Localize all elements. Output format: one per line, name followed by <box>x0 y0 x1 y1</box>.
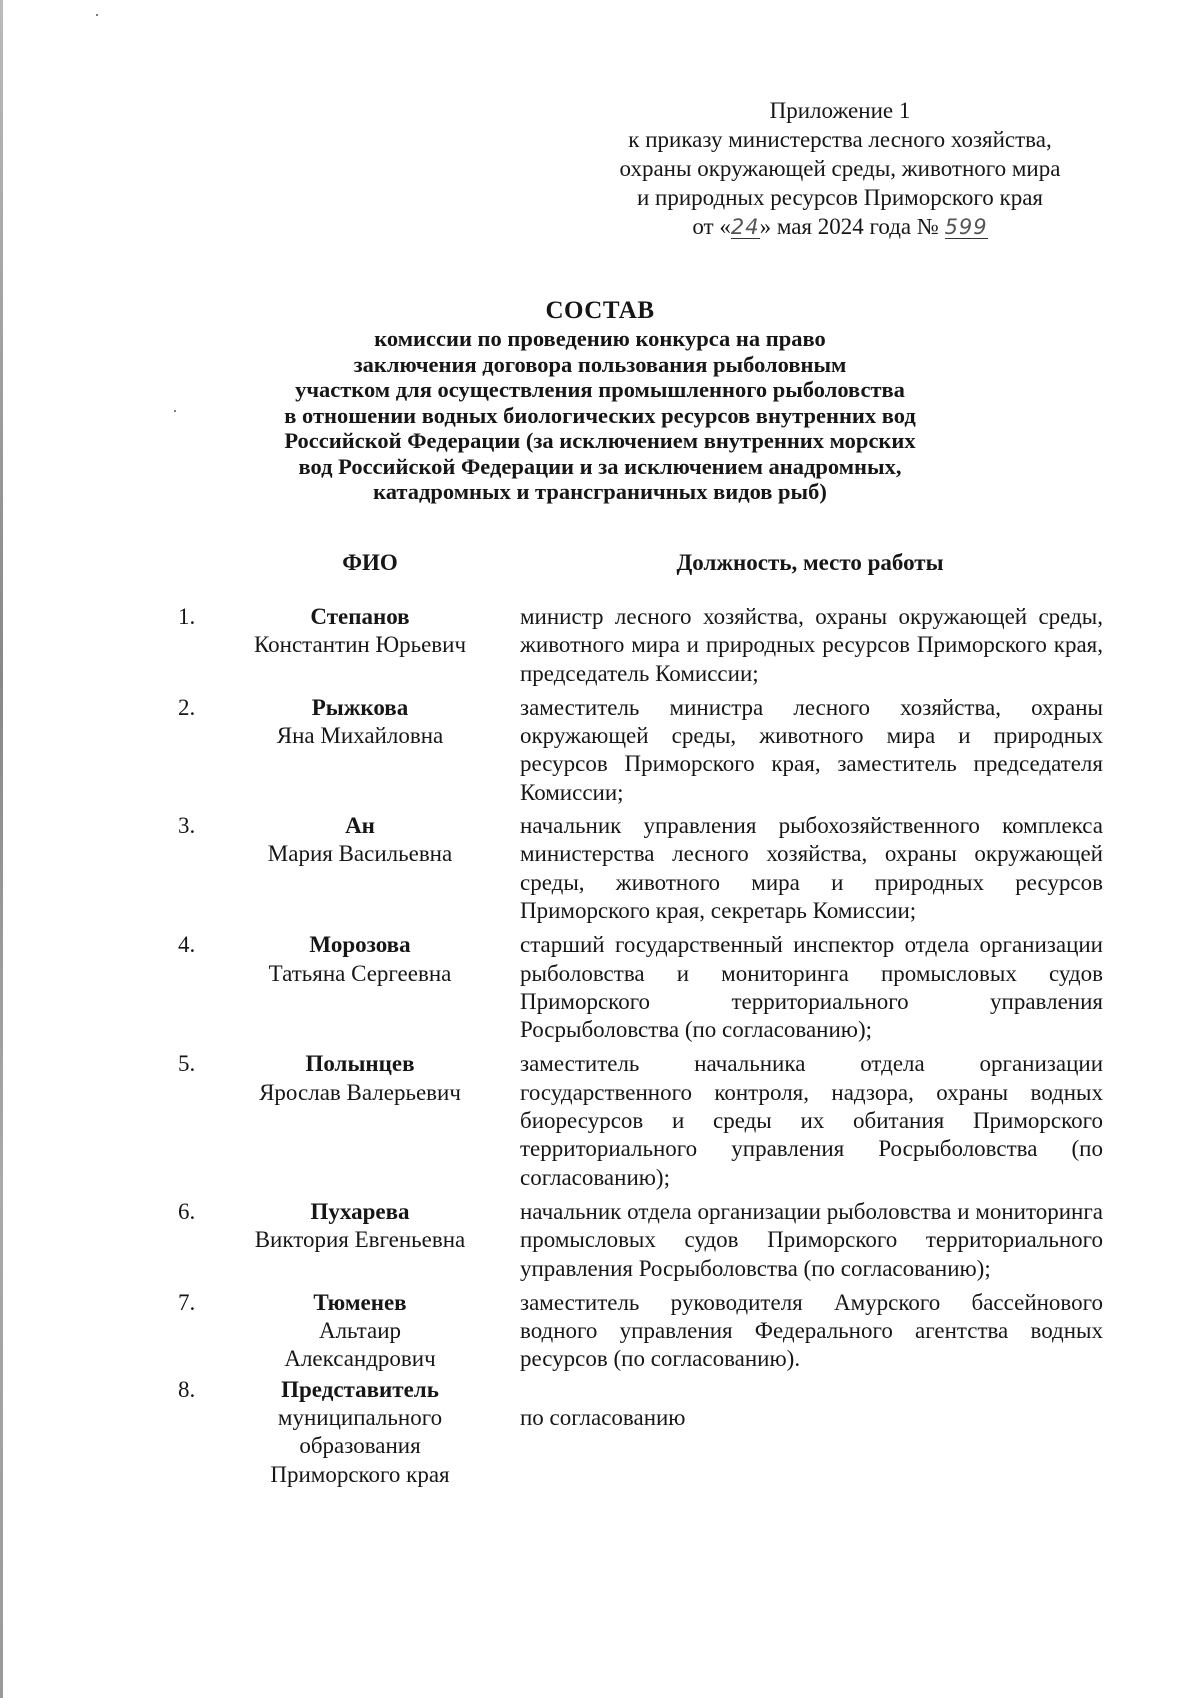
member-given-name: муниципального образования Приморского края <box>270 1405 450 1487</box>
member-row <box>178 1050 1103 1191</box>
appendix-block <box>560 96 1120 241</box>
handwritten-day: 24 <box>730 215 760 239</box>
member-given-name: Татьяна Сергеевна <box>268 960 452 986</box>
member-given-name: Мария Васильевна <box>267 841 453 867</box>
member-number: 2. <box>178 694 196 720</box>
document-title <box>200 296 1000 505</box>
members-list <box>178 603 1103 1489</box>
member-position: заместитель начальника отдела организации государственного контроля, надзора, охраны водных биоресурсов и среды их обитания Приморского территориального управления Росрыболовства (по согласованию); <box>520 1051 1103 1190</box>
member-given-name: Виктория Евгеньевна <box>254 1227 466 1253</box>
member-name <box>240 1376 480 1489</box>
member-name <box>240 1198 480 1255</box>
appendix-line-2: к приказу министерства лесного хозяйства, <box>628 127 1052 152</box>
member-number: 5. <box>178 1051 196 1077</box>
date-prefix: от « <box>692 214 731 239</box>
handwritten-order-number: 599 <box>944 215 988 239</box>
member-number: 7. <box>178 1289 196 1315</box>
member-number: 1. <box>178 604 196 629</box>
appendix-date-line <box>560 212 1120 241</box>
member-position: заместитель руководителя Амурского бассейнового водного управления Федерального агентства водных ресурсов (по согласованию). <box>520 1289 1103 1372</box>
member-row <box>178 812 1103 925</box>
title-main: СОСТАВ <box>545 297 655 324</box>
appendix-line-1: Приложение 1 <box>769 98 911 123</box>
title-subtitle: комиссии по проведению конкурса на право заключения договора пользования рыболовным участком для осуществления промышленного рыболовства в отношении водных биологических ресурсов внутренних вод Российской Федерации (за исключением внутренних морских вод Российской Федерации и за исключением анадромных, катадромных и трансграничных видов рыб) <box>284 326 916 504</box>
member-number: 8. <box>178 1376 196 1402</box>
appendix-line-3: охраны окружающей среды, животного мира <box>619 156 1061 181</box>
member-surname: Морозова <box>309 932 411 958</box>
scan-speck <box>96 14 98 16</box>
member-row <box>178 1376 1103 1489</box>
member-given-name: Ярослав Валерьевич <box>259 1079 461 1105</box>
member-surname: Представитель <box>281 1376 439 1402</box>
member-position: начальник управления рыбохозяйственного комплекса министерства лесного хозяйства, охраны окружающей среды, животного мира и природных ресурсов Приморского края, секретарь Комиссии; <box>520 813 1103 923</box>
member-row <box>178 1198 1103 1283</box>
column-header-position: Должность, место работы <box>676 550 944 575</box>
member-row <box>178 603 1103 688</box>
member-surname: Пухарева <box>310 1198 410 1224</box>
member-name <box>240 1050 480 1107</box>
column-header-fio: ФИО <box>342 550 398 575</box>
scan-edge <box>0 0 3 1698</box>
member-surname: Степанов <box>310 604 410 629</box>
member-name <box>240 1289 480 1374</box>
member-given-name: Альтаир Александрович <box>284 1318 436 1372</box>
member-number: 4. <box>178 932 196 958</box>
member-name <box>240 931 480 988</box>
member-number: 3. <box>178 813 196 839</box>
member-position: начальник отдела организации рыболовства и мониторинга промысловых судов Приморского территориального управления Росрыболовства (по согласованию); <box>520 1198 1103 1281</box>
member-row <box>178 931 1103 1044</box>
member-name <box>240 603 480 660</box>
date-middle: » мая 2024 года № <box>759 214 939 239</box>
member-row <box>178 1289 1103 1374</box>
member-position: заместитель министра лесного хозяйства, охраны окружающей среды, животного мира и природных ресурсов Приморского края, заместитель председателя Комиссии; <box>520 694 1103 805</box>
member-surname: Ан <box>345 813 375 839</box>
member-name <box>240 694 480 751</box>
member-name <box>240 812 480 869</box>
appendix-line-4: и природных ресурсов Приморского края <box>637 185 1043 210</box>
member-position: министр лесного хозяйства, охраны окружающей среды, животного мира и природных ресурсов Приморского края, председатель Комиссии; <box>520 604 1103 686</box>
member-position: по согласованию <box>520 1405 686 1431</box>
member-surname: Тюменев <box>313 1289 407 1315</box>
member-surname: Полынцев <box>305 1051 415 1077</box>
member-position: старший государственный инспектор отдела организации рыболовства и мониторинга промысловых судов Приморского территориального управления Росрыболовства (по согласованию); <box>520 932 1103 1043</box>
member-given-name: Константин Юрьевич <box>253 632 467 658</box>
member-surname: Рыжкова <box>311 694 409 720</box>
scan-speck <box>174 410 176 412</box>
member-given-name: Яна Михайловна <box>276 723 444 749</box>
member-number: 6. <box>178 1198 196 1224</box>
member-row <box>178 694 1103 807</box>
